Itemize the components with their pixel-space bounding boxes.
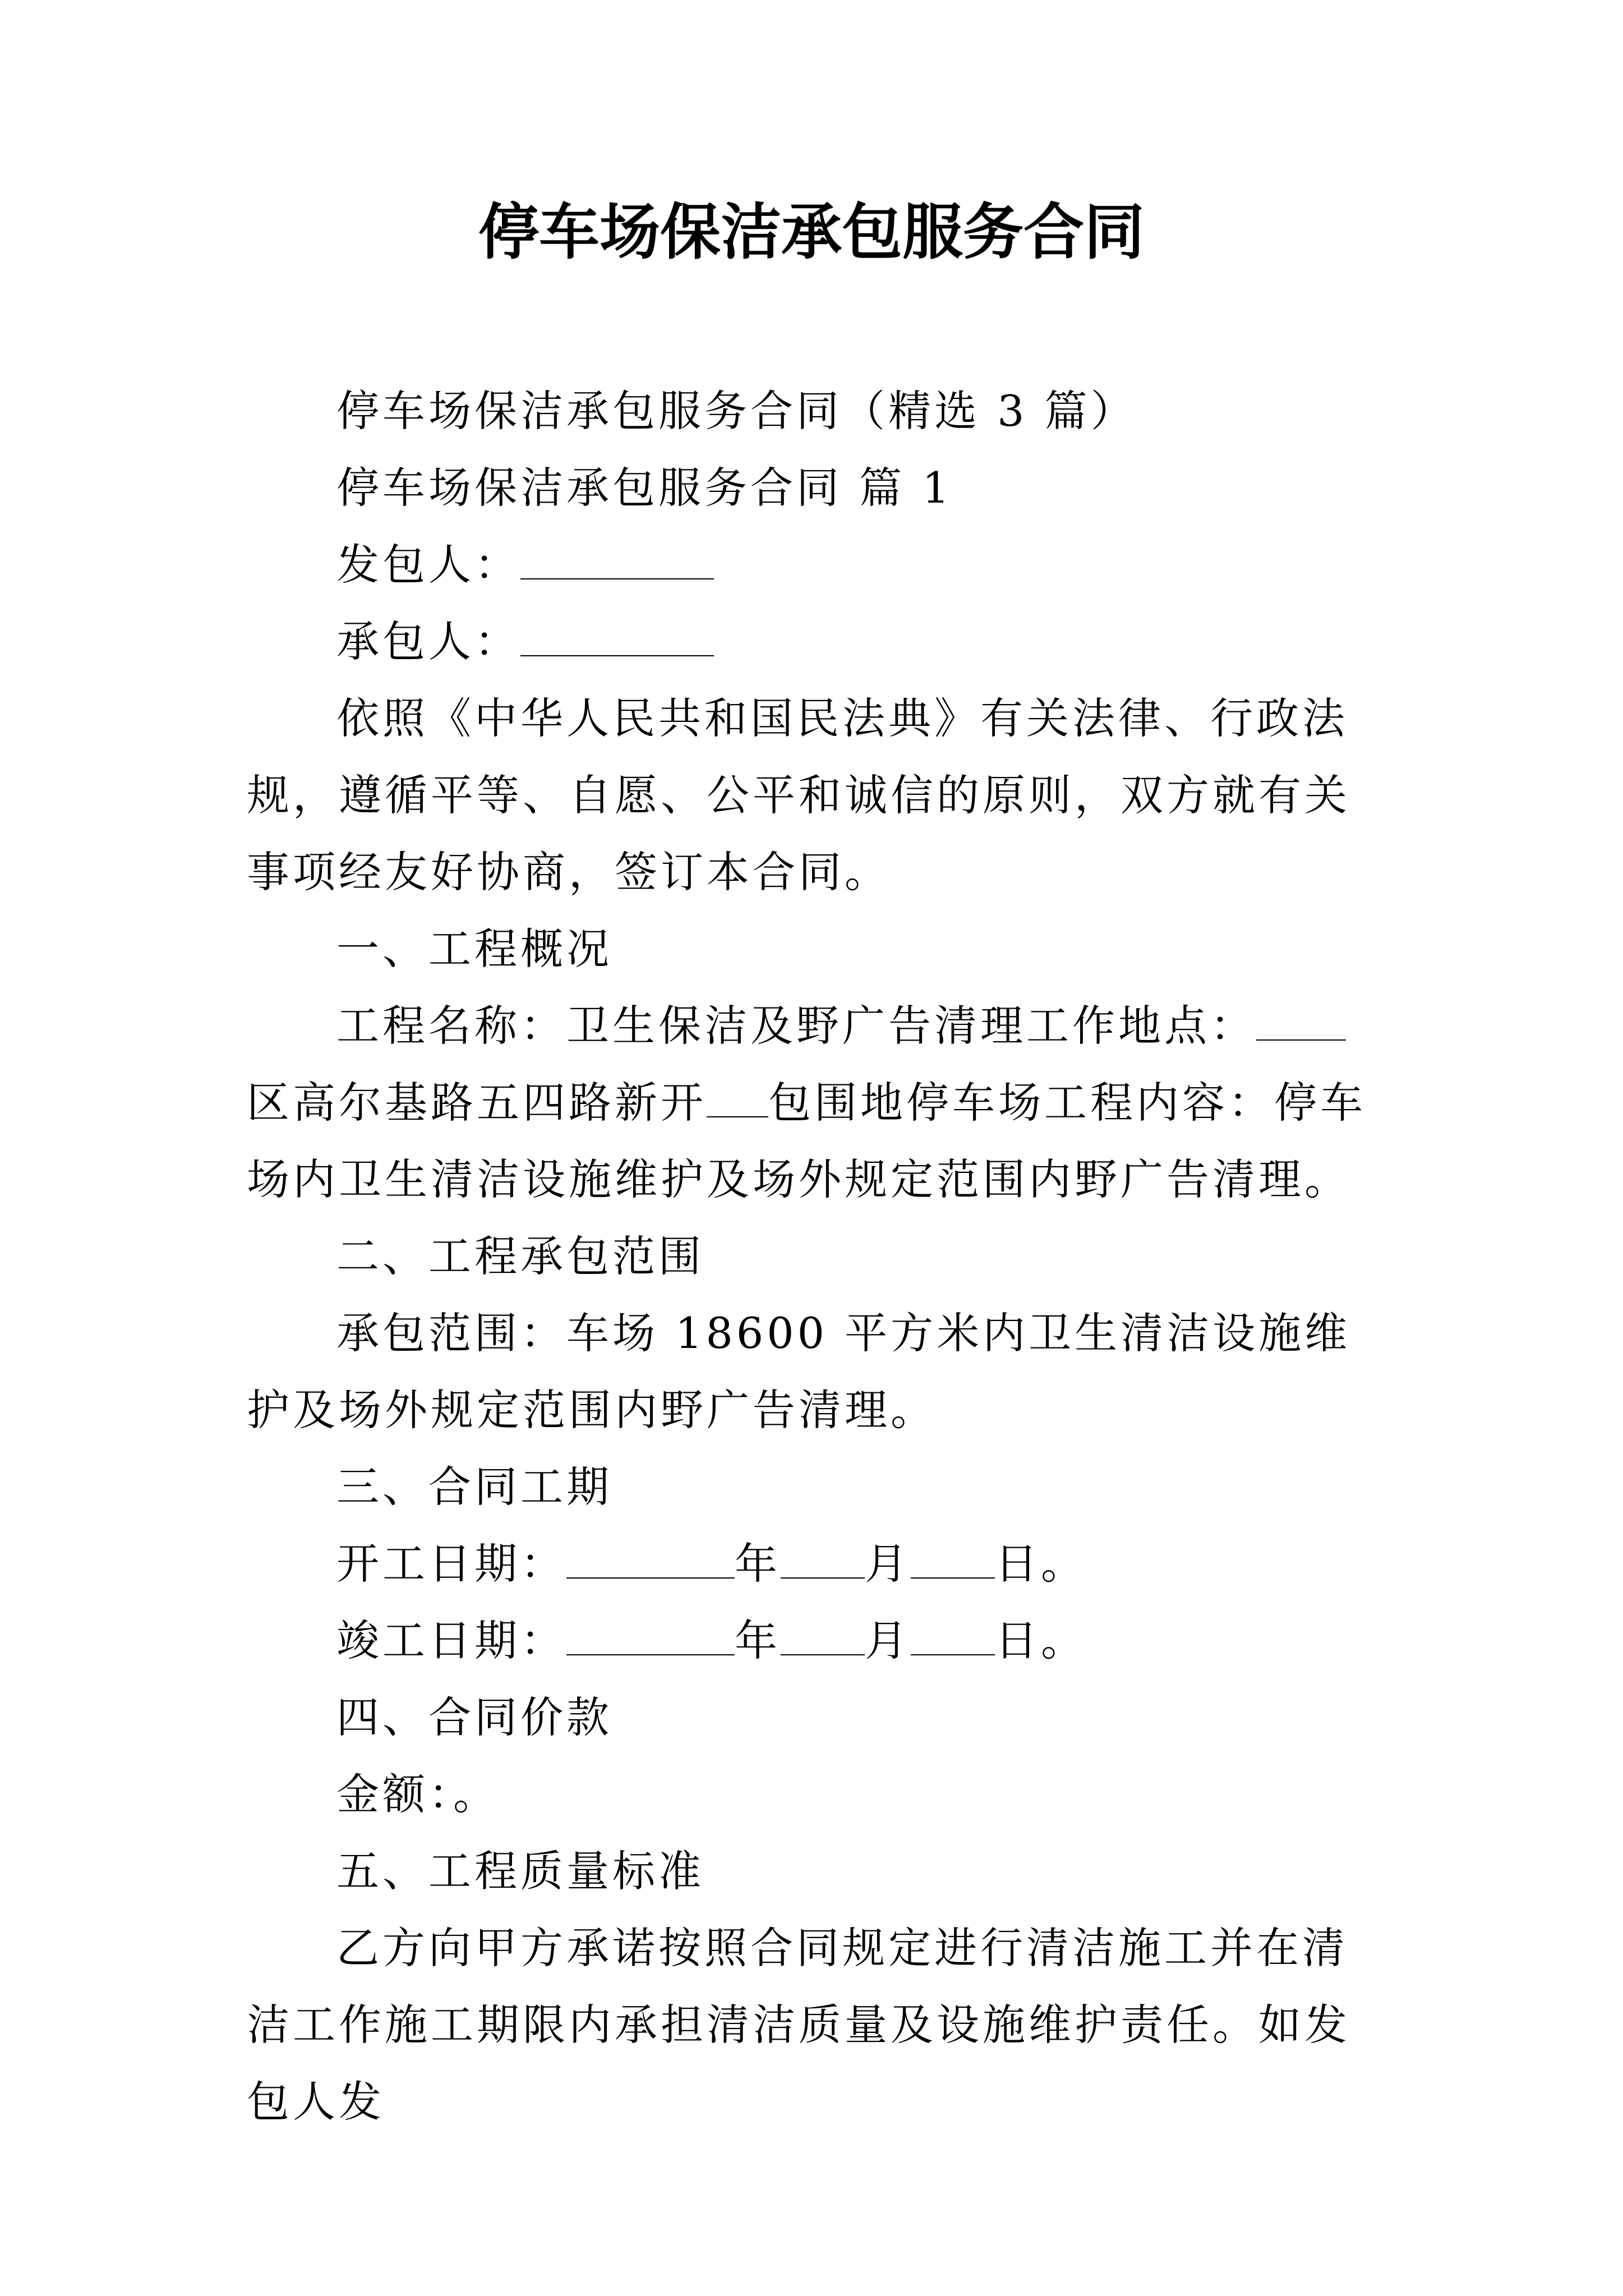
section1-text-a: 工程名称：卫生保洁及野广告清理工作地点： (336, 1001, 1256, 1051)
contractor-line (247, 603, 1380, 680)
section3-heading: 三、合同工期 (336, 1462, 612, 1512)
section1-text-c: 包围地停车场工程内容：停车场内卫生清洁设施维护及场外规定范围内野广告清理。 (247, 1078, 1366, 1204)
subtitle: 停车场保洁承包服务合同（精选 3 篇） (336, 386, 1137, 436)
section4-heading: 四、合同价款 (336, 1692, 612, 1742)
contractor-blank (520, 624, 714, 656)
document-body (247, 372, 1380, 2140)
part-heading: 停车场保洁承包服务合同 篇 1 (336, 463, 953, 513)
amount-line: 金额：。 (336, 1769, 499, 1819)
site-blank (707, 1085, 768, 1117)
end-day-blank (911, 1623, 995, 1655)
start-month-label: 月 (865, 1539, 911, 1589)
end-month-blank (781, 1623, 865, 1655)
end-day-label: 日。 (995, 1616, 1087, 1665)
employer-blank (520, 547, 714, 579)
employer-line (247, 526, 1380, 603)
section2-heading: 二、工程承包范围 (336, 1231, 704, 1281)
start-year-blank (566, 1546, 735, 1579)
intro-paragraph: 依照《中华人民共和国民法典》有关法律、行政法规，遵循平等、自愿、公平和诚信的原则，双方就有关事项经友好协商，签订本合同。 (247, 693, 1350, 897)
start-date-line (247, 1525, 1380, 1602)
section1-paragraph (247, 987, 1380, 1218)
contractor-label: 承包人： (336, 616, 520, 666)
section5-paragraph: 乙方向甲方承诺按照合同规定进行清洁施工并在清洁工作施工期限内承担清洁质量及设施维护责任。如发包人发 (247, 1923, 1350, 2127)
end-month-label: 月 (865, 1616, 911, 1665)
end-year-label: 年 (735, 1616, 781, 1665)
section1-heading: 一、工程概况 (336, 924, 612, 974)
district-blank (1256, 1008, 1346, 1041)
start-year-label: 年 (735, 1539, 781, 1589)
section1-text-b: 区高尔基路五四路新开 (247, 1078, 707, 1128)
start-day-label: 日。 (995, 1539, 1087, 1589)
section5-heading: 五、工程质量标准 (336, 1846, 704, 1896)
section2-paragraph: 承包范围：车场 18600 平方米内卫生清洁设施维护及场外规定范围内野广告清理。 (247, 1308, 1351, 1435)
end-year-blank (566, 1623, 735, 1655)
start-month-blank (781, 1546, 865, 1579)
employer-label: 发包人： (336, 540, 520, 590)
start-date-label: 开工日期： (336, 1539, 566, 1589)
end-date-line (247, 1602, 1380, 1679)
document-title: 停车场保洁承包服务合同 (478, 197, 1145, 268)
end-date-label: 竣工日期： (336, 1616, 566, 1665)
start-day-blank (911, 1546, 995, 1579)
